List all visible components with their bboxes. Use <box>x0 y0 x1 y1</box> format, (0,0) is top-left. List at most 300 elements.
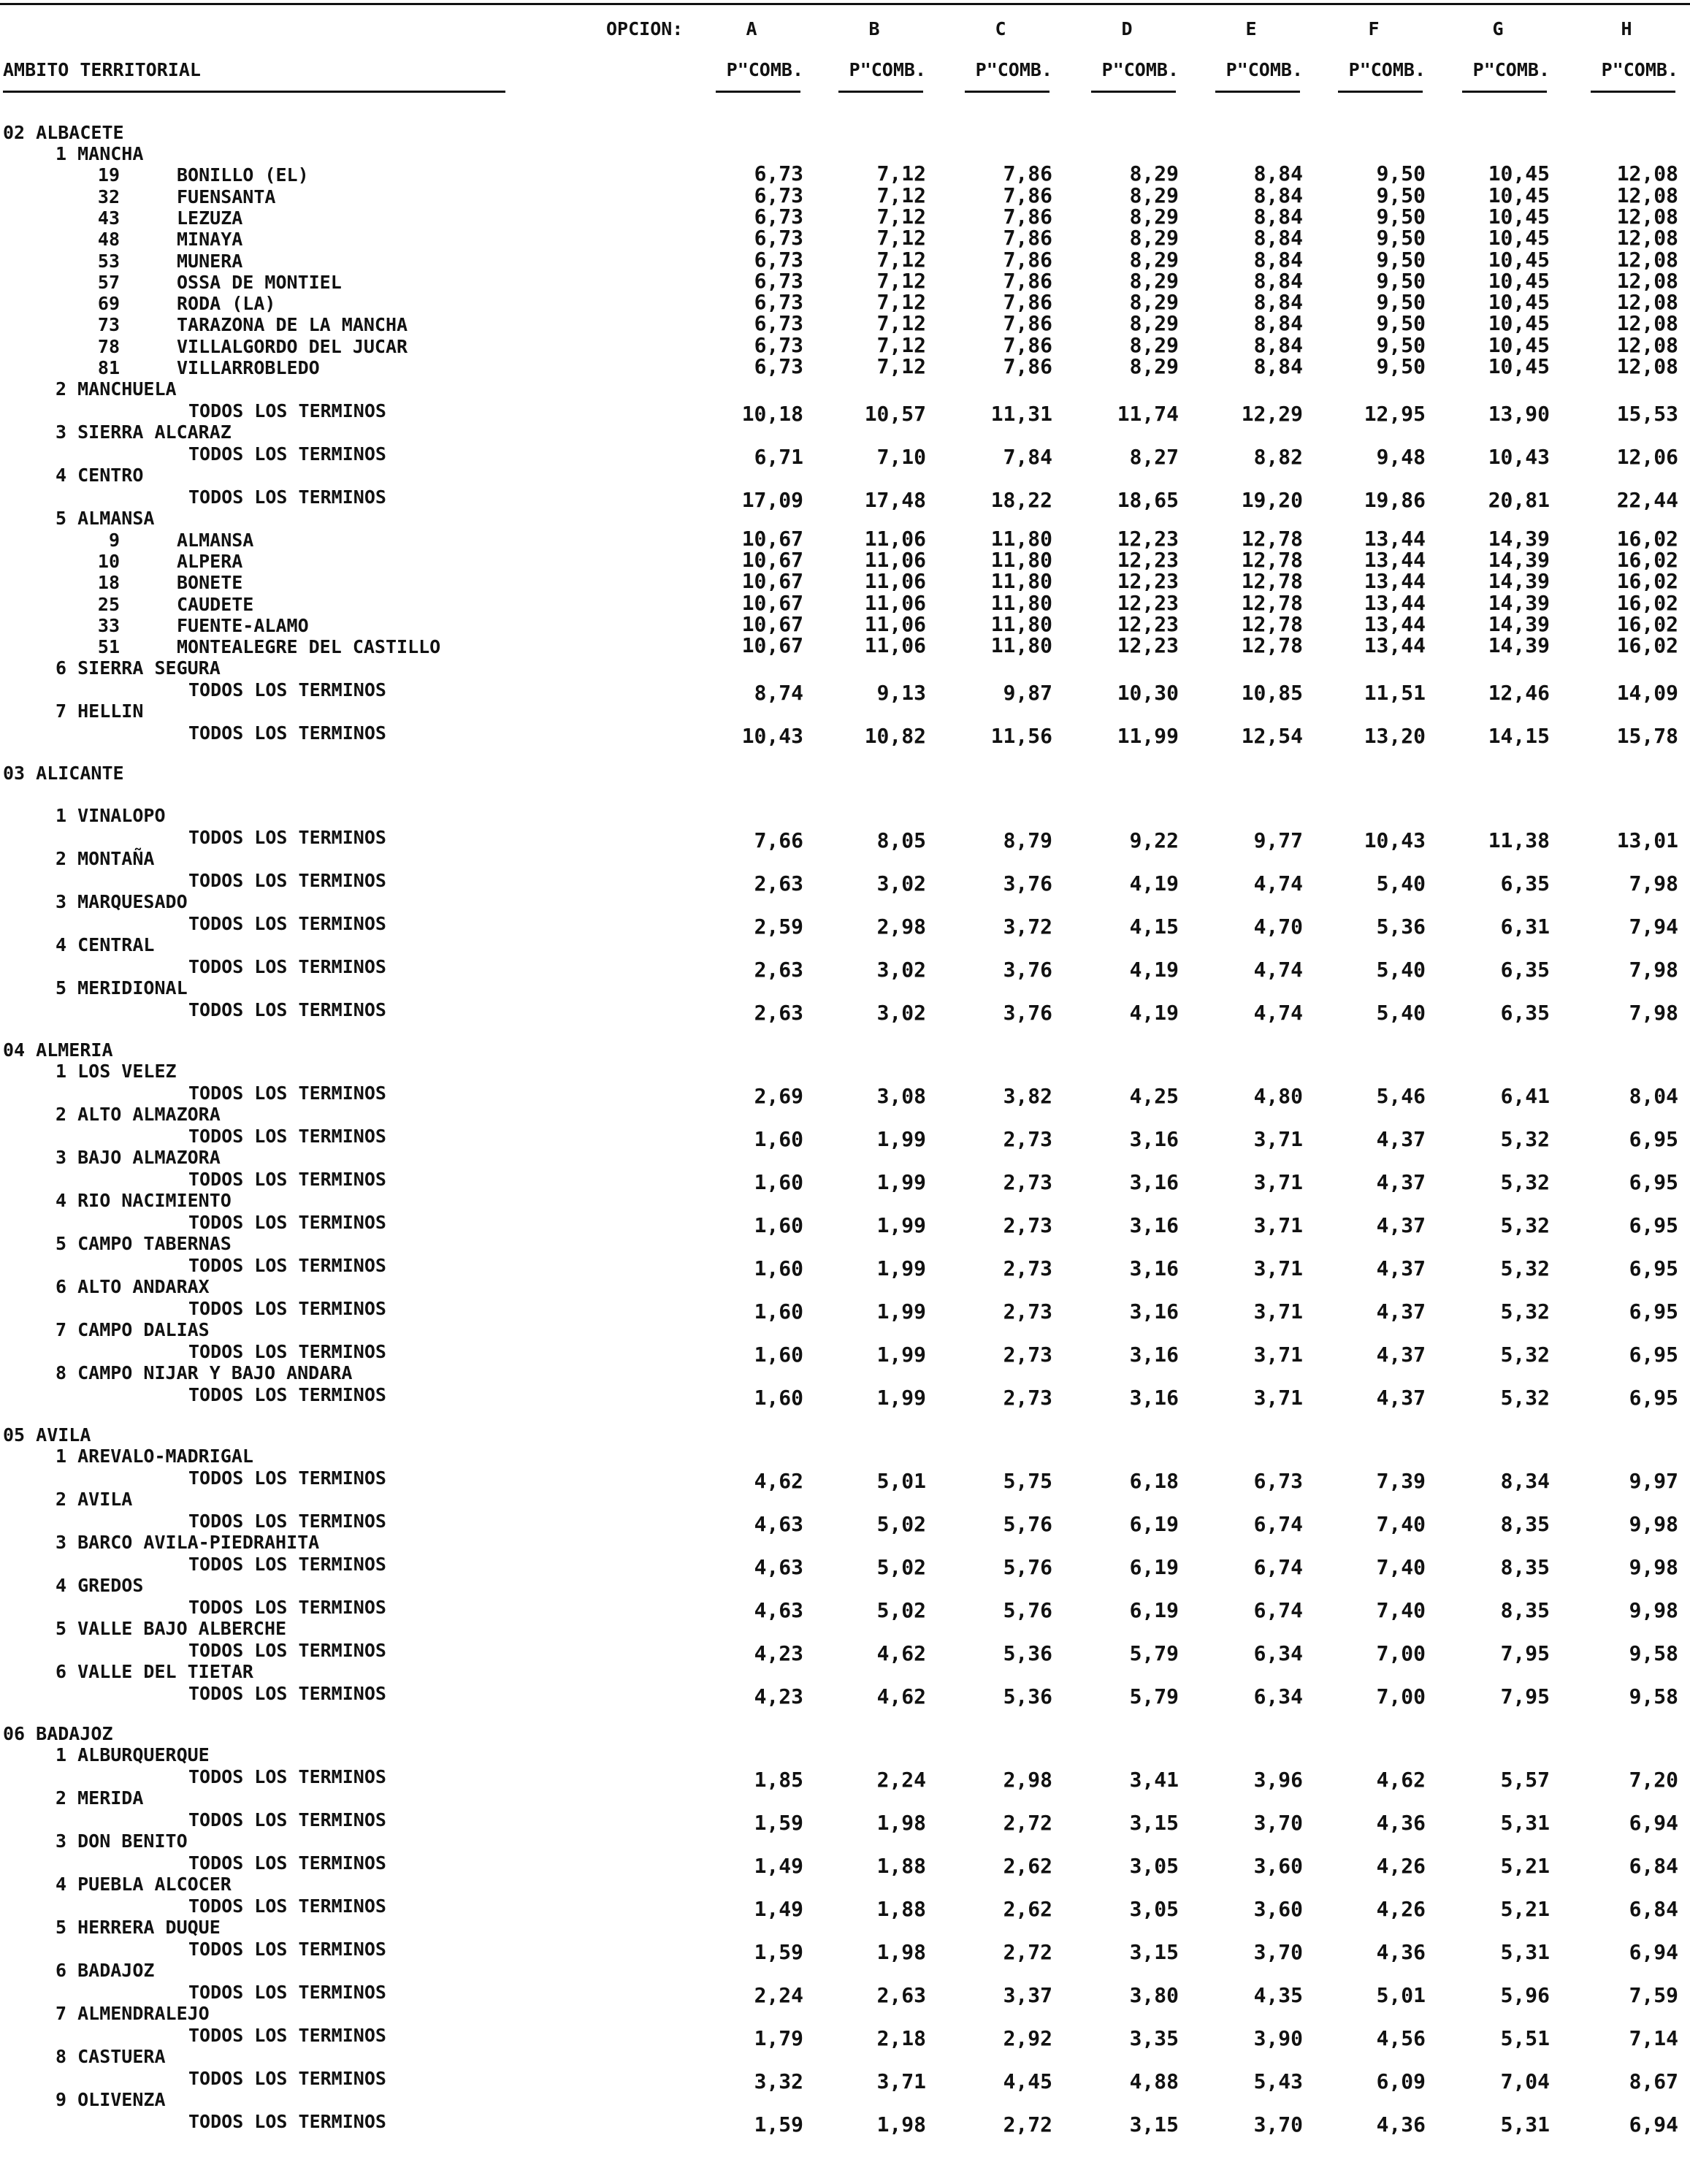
price-cell: 9,13 <box>876 681 926 706</box>
price-cell: 10,45 <box>1488 161 1550 186</box>
price-cell: 11,74 <box>1117 402 1179 427</box>
term-name: TODOS LOS TERMINOS <box>188 1895 386 1917</box>
zone-heading: 3 BARCO AVILA-PIEDRAHITA <box>56 1532 320 1554</box>
price-cell: 9,50 <box>1376 354 1426 378</box>
price-cell: 6,73 <box>754 183 803 207</box>
price-cell: 3,76 <box>1003 958 1052 982</box>
column-label: P"COMB. <box>1226 59 1303 80</box>
term-code: 10 <box>97 550 120 572</box>
price-cell: 4,19 <box>1129 871 1179 896</box>
option-letter: F <box>1368 18 1380 39</box>
price-cell: 6,73 <box>754 226 803 251</box>
ambito-underline <box>3 91 505 93</box>
term-name: TODOS LOS TERMINOS <box>188 1341 386 1363</box>
price-cell: 3,71 <box>1253 1299 1303 1324</box>
zone-heading: 5 CAMPO TABERNAS <box>56 1233 232 1255</box>
term-code: 51 <box>97 636 120 658</box>
price-cell: 7,12 <box>876 204 926 229</box>
option-letter: H <box>1621 18 1632 39</box>
price-cell: 3,16 <box>1129 1213 1179 1238</box>
price-cell: 7,39 <box>1376 1469 1426 1494</box>
price-cell: 8,29 <box>1129 311 1179 336</box>
price-cell: 6,95 <box>1629 1127 1678 1152</box>
price-cell: 8,29 <box>1129 183 1179 207</box>
price-cell: 8,29 <box>1129 268 1179 293</box>
term-code: 57 <box>97 271 120 293</box>
price-cell: 1,59 <box>754 1940 803 1965</box>
price-cell: 2,69 <box>754 1084 803 1109</box>
price-cell: 10,43 <box>1364 828 1426 853</box>
price-cell: 6,94 <box>1629 1811 1678 1836</box>
price-cell: 6,31 <box>1500 915 1550 939</box>
price-cell: 10,67 <box>741 611 803 636</box>
term-name: TODOS LOS TERMINOS <box>188 1597 386 1619</box>
price-cell: 16,02 <box>1616 569 1678 594</box>
price-cell: 11,06 <box>864 547 926 572</box>
price-cell: 6,18 <box>1129 1469 1179 1494</box>
price-cell: 5,21 <box>1500 1897 1550 1922</box>
price-cell: 9,87 <box>1003 681 1052 706</box>
term-name: TODOS LOS TERMINOS <box>188 2111 386 2133</box>
price-cell: 4,25 <box>1129 1084 1179 1109</box>
price-cell: 7,12 <box>876 226 926 251</box>
price-cell: 5,32 <box>1500 1386 1550 1410</box>
price-cell: 7,40 <box>1376 1598 1426 1623</box>
price-cell: 8,35 <box>1500 1555 1550 1580</box>
price-cell: 7,14 <box>1629 2026 1678 2051</box>
price-cell: 12,78 <box>1241 590 1303 615</box>
price-cell: 14,39 <box>1488 547 1550 572</box>
term-name: TODOS LOS TERMINOS <box>188 1511 386 1532</box>
price-cell: 11,06 <box>864 611 926 636</box>
term-name: TODOS LOS TERMINOS <box>188 1298 386 1320</box>
term-code: 9 <box>108 529 120 551</box>
price-cell: 8,84 <box>1253 161 1303 186</box>
price-cell: 10,45 <box>1488 268 1550 293</box>
price-cell: 10,57 <box>864 402 926 427</box>
price-cell: 3,70 <box>1253 2112 1303 2137</box>
price-cell: 5,46 <box>1376 1084 1426 1109</box>
term-code: 18 <box>97 572 120 594</box>
price-cell: 4,62 <box>754 1469 803 1494</box>
price-cell: 10,45 <box>1488 247 1550 272</box>
price-cell: 9,50 <box>1376 311 1426 336</box>
column-label: P"COMB. <box>1472 59 1550 80</box>
price-cell: 1,85 <box>754 1768 803 1792</box>
price-cell: 9,50 <box>1376 161 1426 186</box>
price-cell: 1,99 <box>876 1256 926 1281</box>
price-cell: 1,60 <box>754 1127 803 1152</box>
price-cell: 11,56 <box>990 724 1052 749</box>
price-cell: 3,32 <box>754 2069 803 2094</box>
price-cell: 6,95 <box>1629 1256 1678 1281</box>
price-cell: 4,19 <box>1129 958 1179 982</box>
zone-heading: 3 DON BENITO <box>56 1830 188 1852</box>
price-cell: 5,76 <box>1003 1598 1052 1623</box>
term-code: 73 <box>97 314 120 336</box>
price-cell: 3,16 <box>1129 1256 1179 1281</box>
price-cell: 7,00 <box>1376 1684 1426 1709</box>
price-cell: 3,05 <box>1129 1854 1179 1879</box>
price-cell: 2,73 <box>1003 1343 1052 1367</box>
term-name: ALMANSA <box>177 529 254 551</box>
price-cell: 8,29 <box>1129 204 1179 229</box>
price-cell: 5,43 <box>1253 2069 1303 2094</box>
price-cell: 1,60 <box>754 1343 803 1367</box>
price-cell: 3,71 <box>1253 1386 1303 1410</box>
term-name: TODOS LOS TERMINOS <box>188 443 386 465</box>
term-name: VILLARROBLEDO <box>177 357 320 378</box>
price-cell: 10,45 <box>1488 332 1550 357</box>
price-cell: 16,02 <box>1616 547 1678 572</box>
price-cell: 5,57 <box>1500 1768 1550 1792</box>
term-name: ALPERA <box>177 550 243 572</box>
price-cell: 9,58 <box>1629 1684 1678 1709</box>
option-letter: G <box>1492 18 1504 39</box>
price-cell: 11,99 <box>1117 724 1179 749</box>
price-cell: 14,09 <box>1616 681 1678 706</box>
price-cell: 12,08 <box>1616 268 1678 293</box>
term-code: 19 <box>97 164 120 186</box>
price-cell: 3,71 <box>1253 1256 1303 1281</box>
price-cell: 3,02 <box>876 958 926 982</box>
price-cell: 3,15 <box>1129 2112 1179 2137</box>
term-name: TODOS LOS TERMINOS <box>188 827 386 849</box>
price-cell: 12,06 <box>1616 445 1678 470</box>
price-cell: 12,23 <box>1117 526 1179 551</box>
price-cell: 8,84 <box>1253 332 1303 357</box>
price-cell: 10,82 <box>864 724 926 749</box>
term-name: LEZUZA <box>177 207 243 229</box>
price-cell: 4,80 <box>1253 1084 1303 1109</box>
price-cell: 14,39 <box>1488 633 1550 658</box>
price-cell: 10,45 <box>1488 226 1550 251</box>
term-name: TODOS LOS TERMINOS <box>188 400 386 422</box>
price-cell: 16,02 <box>1616 633 1678 658</box>
price-cell: 4,36 <box>1376 1811 1426 1836</box>
term-name: TODOS LOS TERMINOS <box>188 956 386 978</box>
price-cell: 3,71 <box>1253 1213 1303 1238</box>
price-cell: 7,86 <box>1003 332 1052 357</box>
price-cell: 12,95 <box>1364 402 1426 427</box>
price-cell: 2,98 <box>876 915 926 939</box>
price-cell: 20,81 <box>1488 488 1550 513</box>
price-cell: 1,79 <box>754 2026 803 2051</box>
price-cell: 10,45 <box>1488 204 1550 229</box>
term-name: TODOS LOS TERMINOS <box>188 913 386 935</box>
price-cell: 2,63 <box>876 1983 926 2008</box>
price-cell: 6,95 <box>1629 1343 1678 1367</box>
price-cell: 6,95 <box>1629 1386 1678 1410</box>
price-cell: 12,08 <box>1616 226 1678 251</box>
price-cell: 14,39 <box>1488 611 1550 636</box>
price-cell: 1,60 <box>754 1213 803 1238</box>
price-cell: 8,84 <box>1253 290 1303 315</box>
price-cell: 11,31 <box>990 402 1052 427</box>
price-cell: 1,99 <box>876 1343 926 1367</box>
province-heading: 06 BADAJOZ <box>3 1723 113 1745</box>
price-cell: 7,40 <box>1376 1512 1426 1537</box>
term-name: TODOS LOS TERMINOS <box>188 722 386 744</box>
price-cell: 13,44 <box>1364 526 1426 551</box>
term-code: 43 <box>97 207 120 229</box>
term-name: MUNERA <box>177 250 243 272</box>
price-cell: 6,95 <box>1629 1213 1678 1238</box>
zone-heading: 9 OLIVENZA <box>56 2089 166 2111</box>
price-cell: 7,12 <box>876 247 926 272</box>
price-cell: 4,26 <box>1376 1854 1426 1879</box>
price-cell: 3,71 <box>1253 1127 1303 1152</box>
option-letter: E <box>1245 18 1257 39</box>
price-cell: 14,15 <box>1488 724 1550 749</box>
price-cell: 7,98 <box>1629 871 1678 896</box>
column-underline <box>1338 91 1423 93</box>
price-cell: 11,38 <box>1488 828 1550 853</box>
price-cell: 7,86 <box>1003 354 1052 378</box>
price-cell: 10,45 <box>1488 311 1550 336</box>
price-cell: 1,98 <box>876 2112 926 2137</box>
zone-heading: 7 CAMPO DALIAS <box>56 1319 210 1341</box>
term-name: TODOS LOS TERMINOS <box>188 486 386 508</box>
price-cell: 6,73 <box>754 247 803 272</box>
price-cell: 7,12 <box>876 290 926 315</box>
zone-heading: 7 HELLIN <box>56 700 144 722</box>
ambito-label: AMBITO TERRITORIAL <box>3 59 201 80</box>
price-cell: 4,15 <box>1129 915 1179 939</box>
price-cell: 7,86 <box>1003 226 1052 251</box>
price-cell: 2,63 <box>754 1001 803 1026</box>
price-cell: 10,43 <box>741 724 803 749</box>
price-cell: 8,84 <box>1253 183 1303 207</box>
zone-heading: 8 CASTUERA <box>56 2046 166 2068</box>
price-cell: 10,45 <box>1488 183 1550 207</box>
column-label: P"COMB. <box>975 59 1052 80</box>
column-label: P"COMB. <box>849 59 926 80</box>
price-cell: 6,09 <box>1376 2069 1426 2094</box>
price-cell: 11,06 <box>864 569 926 594</box>
column-underline <box>1091 91 1176 93</box>
price-cell: 8,05 <box>876 828 926 853</box>
price-cell: 7,12 <box>876 268 926 293</box>
price-cell: 1,98 <box>876 1811 926 1836</box>
term-name: CAUDETE <box>177 593 254 615</box>
price-cell: 3,96 <box>1253 1768 1303 1792</box>
price-cell: 7,98 <box>1629 958 1678 982</box>
price-cell: 5,21 <box>1500 1854 1550 1879</box>
price-cell: 5,40 <box>1376 1001 1426 1026</box>
price-cell: 6,19 <box>1129 1555 1179 1580</box>
price-cell: 12,54 <box>1241 724 1303 749</box>
price-cell: 13,20 <box>1364 724 1426 749</box>
price-cell: 12,08 <box>1616 247 1678 272</box>
price-cell: 9,50 <box>1376 332 1426 357</box>
price-cell: 4,35 <box>1253 1983 1303 2008</box>
price-cell: 10,18 <box>741 402 803 427</box>
price-cell: 10,67 <box>741 547 803 572</box>
price-cell: 3,35 <box>1129 2026 1179 2051</box>
price-cell: 8,29 <box>1129 290 1179 315</box>
price-cell: 15,53 <box>1616 402 1678 427</box>
zone-heading: 2 MANCHUELA <box>56 378 177 400</box>
price-cell: 6,74 <box>1253 1555 1303 1580</box>
term-name: TODOS LOS TERMINOS <box>188 1982 386 2004</box>
price-cell: 2,73 <box>1003 1256 1052 1281</box>
price-cell: 3,05 <box>1129 1897 1179 1922</box>
price-cell: 10,45 <box>1488 354 1550 378</box>
price-cell: 9,98 <box>1629 1598 1678 1623</box>
price-cell: 8,29 <box>1129 332 1179 357</box>
price-cell: 9,50 <box>1376 183 1426 207</box>
price-cell: 3,71 <box>876 2069 926 2094</box>
price-cell: 8,84 <box>1253 354 1303 378</box>
price-cell: 2,73 <box>1003 1213 1052 1238</box>
term-code: 53 <box>97 250 120 272</box>
price-cell: 2,18 <box>876 2026 926 2051</box>
price-cell: 13,44 <box>1364 569 1426 594</box>
price-cell: 5,36 <box>1003 1641 1052 1666</box>
zone-heading: 2 AVILA <box>56 1489 133 1511</box>
price-cell: 7,59 <box>1629 1983 1678 2008</box>
price-cell: 4,70 <box>1253 915 1303 939</box>
price-cell: 9,77 <box>1253 828 1303 853</box>
price-cell: 16,02 <box>1616 526 1678 551</box>
price-cell: 2,73 <box>1003 1386 1052 1410</box>
price-cell: 6,35 <box>1500 1001 1550 1026</box>
price-cell: 5,36 <box>1003 1684 1052 1709</box>
price-cell: 8,67 <box>1629 2069 1678 2094</box>
price-cell: 11,80 <box>990 590 1052 615</box>
price-cell: 9,58 <box>1629 1641 1678 1666</box>
price-cell: 6,19 <box>1129 1512 1179 1537</box>
price-cell: 6,34 <box>1253 1684 1303 1709</box>
price-cell: 5,40 <box>1376 871 1426 896</box>
price-cell: 4,37 <box>1376 1343 1426 1367</box>
price-cell: 6,95 <box>1629 1170 1678 1195</box>
price-cell: 6,74 <box>1253 1598 1303 1623</box>
term-code: 25 <box>97 593 120 615</box>
price-cell: 11,80 <box>990 633 1052 658</box>
price-cell: 3,37 <box>1003 1983 1052 2008</box>
price-cell: 4,37 <box>1376 1127 1426 1152</box>
price-cell: 3,72 <box>1003 915 1052 939</box>
price-cell: 9,97 <box>1629 1469 1678 1494</box>
column-underline <box>965 91 1049 93</box>
column-label: P"COMB. <box>726 59 803 80</box>
price-cell: 4,37 <box>1376 1299 1426 1324</box>
price-cell: 3,41 <box>1129 1768 1179 1792</box>
price-cell: 7,12 <box>876 332 926 357</box>
price-cell: 8,84 <box>1253 226 1303 251</box>
option-letter: B <box>868 18 880 39</box>
price-cell: 8,84 <box>1253 247 1303 272</box>
price-cell: 10,43 <box>1488 445 1550 470</box>
price-cell: 14,39 <box>1488 569 1550 594</box>
price-cell: 8,35 <box>1500 1512 1550 1537</box>
price-cell: 4,62 <box>876 1684 926 1709</box>
price-cell: 4,63 <box>754 1512 803 1537</box>
price-cell: 8,27 <box>1129 445 1179 470</box>
price-cell: 12,78 <box>1241 526 1303 551</box>
price-cell: 4,37 <box>1376 1256 1426 1281</box>
price-cell: 5,31 <box>1500 1940 1550 1965</box>
price-cell: 1,60 <box>754 1299 803 1324</box>
price-cell: 11,06 <box>864 633 926 658</box>
price-cell: 12,78 <box>1241 633 1303 658</box>
price-cell: 6,73 <box>754 161 803 186</box>
price-cell: 1,49 <box>754 1854 803 1879</box>
term-name: MINAYA <box>177 229 243 251</box>
price-cell: 18,22 <box>990 488 1052 513</box>
price-cell: 5,79 <box>1129 1641 1179 1666</box>
price-cell: 4,74 <box>1253 1001 1303 1026</box>
term-name: TODOS LOS TERMINOS <box>188 1255 386 1277</box>
term-name: MONTEALEGRE DEL CASTILLO <box>177 636 441 658</box>
price-cell: 7,10 <box>876 445 926 470</box>
price-cell: 5,32 <box>1500 1256 1550 1281</box>
price-cell: 13,01 <box>1616 828 1678 853</box>
price-cell: 16,02 <box>1616 590 1678 615</box>
term-name: TODOS LOS TERMINOS <box>188 1852 386 1874</box>
price-cell: 19,86 <box>1364 488 1426 513</box>
price-cell: 6,73 <box>754 311 803 336</box>
price-cell: 4,23 <box>754 1641 803 1666</box>
column-underline <box>1591 91 1675 93</box>
price-cell: 3,71 <box>1253 1170 1303 1195</box>
price-cell: 6,34 <box>1253 1641 1303 1666</box>
zone-heading: 2 MONTAÑA <box>56 848 155 870</box>
price-cell: 2,24 <box>754 1983 803 2008</box>
term-name: TODOS LOS TERMINOS <box>188 1939 386 1960</box>
price-cell: 5,02 <box>876 1512 926 1537</box>
price-cell: 7,66 <box>754 828 803 853</box>
price-cell: 4,88 <box>1129 2069 1179 2094</box>
price-cell: 2,72 <box>1003 1811 1052 1836</box>
term-name: TODOS LOS TERMINOS <box>188 1683 386 1705</box>
option-letter: D <box>1121 18 1133 39</box>
price-cell: 17,48 <box>864 488 926 513</box>
price-cell: 9,98 <box>1629 1512 1678 1537</box>
column-label: P"COMB. <box>1101 59 1179 80</box>
price-cell: 10,67 <box>741 590 803 615</box>
price-cell: 8,35 <box>1500 1598 1550 1623</box>
price-cell: 10,67 <box>741 633 803 658</box>
price-cell: 7,86 <box>1003 311 1052 336</box>
price-cell: 12,23 <box>1117 633 1179 658</box>
price-cell: 7,20 <box>1629 1768 1678 1792</box>
column-underline <box>716 91 800 93</box>
price-cell: 13,44 <box>1364 590 1426 615</box>
price-cell: 12,08 <box>1616 354 1678 378</box>
price-cell: 7,86 <box>1003 268 1052 293</box>
price-cell: 4,45 <box>1003 2069 1052 2094</box>
zone-heading: 4 CENTRAL <box>56 934 155 956</box>
price-cell: 1,60 <box>754 1170 803 1195</box>
price-cell: 7,98 <box>1629 1001 1678 1026</box>
price-cell: 11,80 <box>990 569 1052 594</box>
province-heading: 05 AVILA <box>3 1424 91 1446</box>
price-cell: 11,06 <box>864 526 926 551</box>
price-cell: 11,80 <box>990 526 1052 551</box>
zone-heading: 6 BADAJOZ <box>56 1960 155 1982</box>
price-cell: 3,71 <box>1253 1343 1303 1367</box>
price-cell: 12,78 <box>1241 569 1303 594</box>
price-cell: 10,67 <box>741 526 803 551</box>
price-cell: 13,44 <box>1364 633 1426 658</box>
price-cell: 1,49 <box>754 1897 803 1922</box>
price-cell: 12,08 <box>1616 290 1678 315</box>
price-cell: 10,85 <box>1241 681 1303 706</box>
price-cell: 4,23 <box>754 1684 803 1709</box>
